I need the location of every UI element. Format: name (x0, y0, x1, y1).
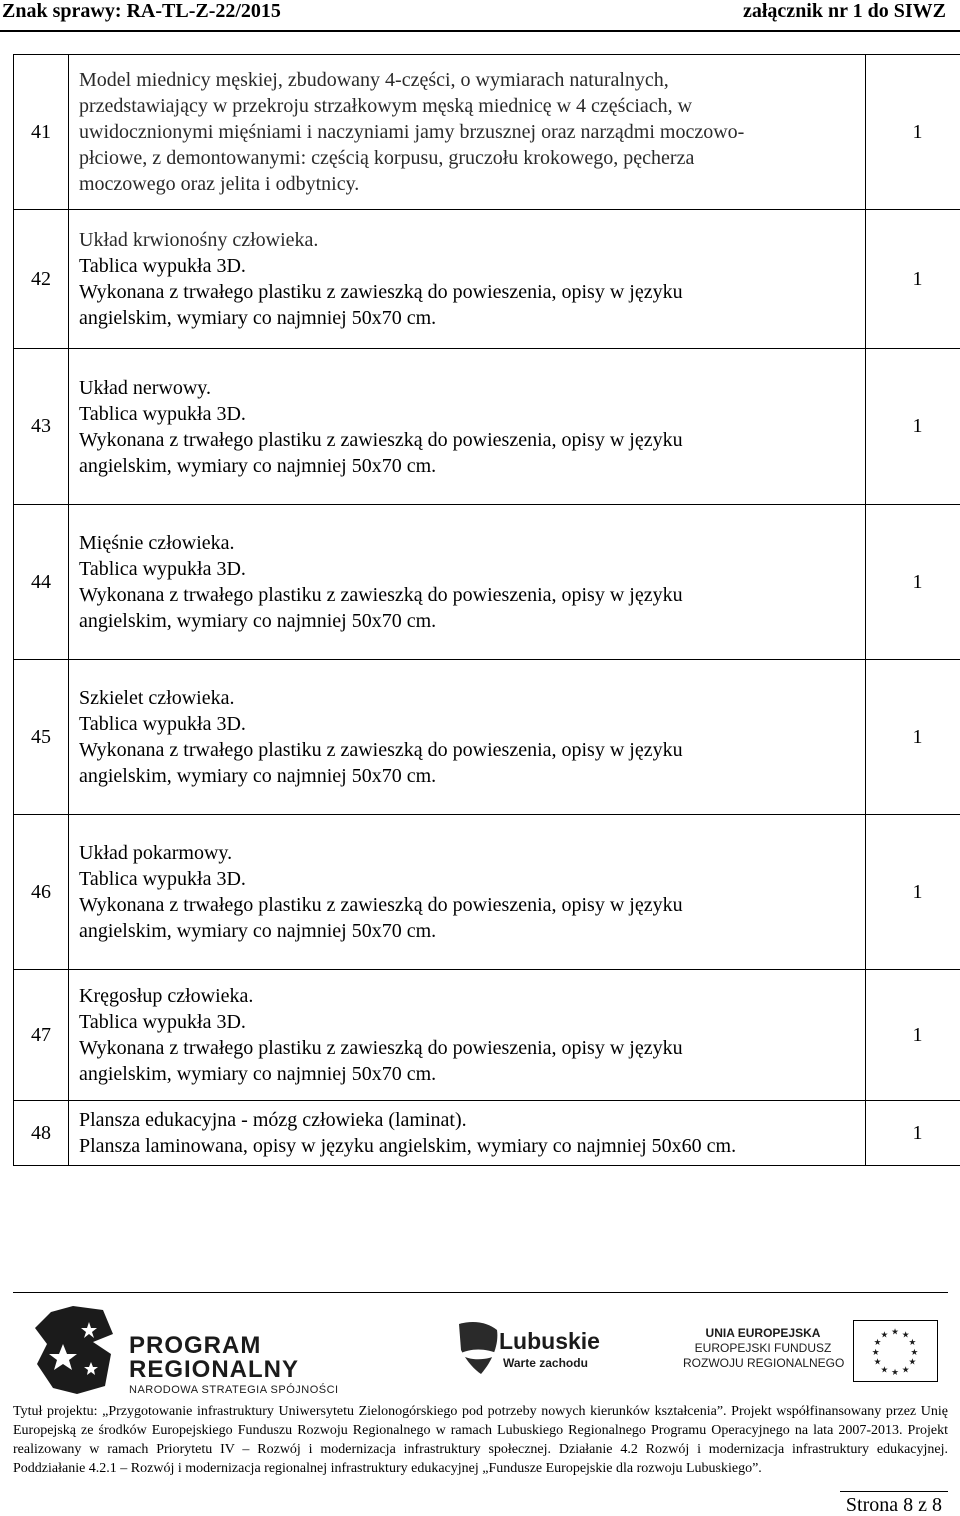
item-description (69, 210, 866, 349)
svg-text:★: ★ (902, 1330, 910, 1340)
description-line: Kręgosłup człowieka. (79, 983, 865, 1009)
eu-line1: UNIA EUROPEJSKA (683, 1326, 843, 1341)
item-description (69, 55, 866, 210)
eu-line2: EUROPEJSKI FUNDUSZ (683, 1341, 843, 1356)
table-row (14, 505, 960, 660)
item-number: 42 (14, 210, 69, 349)
svg-text:★: ★ (910, 1348, 918, 1358)
description-line: Wykonana z trwałego plastiku z zawieszką do powieszenia, opisy w języku (79, 737, 865, 763)
description-line: Wykonana z trwałego plastiku z zawieszką do powieszenia, opisy w języku (79, 1035, 865, 1061)
item-description (69, 815, 866, 970)
description-line: Tablica wypukła 3D. (79, 711, 865, 737)
program-line3: NARODOWA STRATEGIA SPÓJNOŚCI (129, 1384, 339, 1396)
description-line: Szkielet człowieka. (79, 685, 865, 711)
lubuskie-emblem-icon (453, 1320, 503, 1380)
description-line: Układ pokarmowy. (79, 840, 865, 866)
item-number: 41 (14, 55, 69, 210)
table-row (14, 970, 960, 1101)
item-quantity: 1 (866, 349, 960, 505)
program-regionalny-logo (33, 1304, 333, 1396)
svg-text:★: ★ (909, 1338, 917, 1348)
description-line: uwidocznionymi mięśniami i naczyniami jamy brzusznej oraz narządmi moczowo- (79, 119, 865, 145)
item-number: 47 (14, 970, 69, 1101)
description-line: przedstawiający w przekroju strzałkowym męską miednicę w 4 częściach, w (79, 93, 865, 119)
item-quantity: 1 (866, 505, 960, 660)
logo-bar (13, 1300, 948, 1400)
page-number: Strona 8 z 8 (846, 1494, 942, 1516)
description-line: angielskim, wymiary co najmniej 50x70 cm. (79, 453, 865, 479)
eu-line3: ROZWOJU REGIONALNEGO (683, 1356, 843, 1371)
item-description (69, 505, 866, 660)
item-description (69, 1101, 866, 1166)
description-line: angielskim, wymiary co najmniej 50x70 cm. (79, 1061, 865, 1087)
program-line2: REGIONALNY (129, 1358, 299, 1382)
description-line: Tablica wypukła 3D. (79, 401, 865, 427)
description-line: moczowego oraz jelita i odbytnicy. (79, 171, 865, 197)
eu-flag-icon (853, 1320, 938, 1382)
item-description (69, 970, 866, 1101)
description-line: angielskim, wymiary co najmniej 50x70 cm. (79, 763, 865, 789)
description-line: Układ krwionośny człowieka. (79, 227, 865, 253)
description-line: Model miednicy męskiej, zbudowany 4-części, o wymiarach naturalnych, (79, 67, 865, 93)
page-number-divider (840, 1491, 948, 1492)
description-line: Tablica wypukła 3D. (79, 556, 865, 582)
description-line: Plansza edukacyjna - mózg człowieka (laminat). (79, 1107, 865, 1133)
item-quantity: 1 (866, 815, 960, 970)
table-row (14, 349, 960, 505)
item-quantity: 1 (866, 660, 960, 815)
svg-text:★: ★ (891, 1368, 899, 1378)
table-row (14, 815, 960, 970)
program-line1: PROGRAM (129, 1334, 261, 1358)
description-line: angielskim, wymiary co najmniej 50x70 cm. (79, 918, 865, 944)
description-line: Mięśnie człowieka. (79, 530, 865, 556)
table-row (14, 210, 960, 349)
item-quantity: 1 (866, 1101, 960, 1166)
item-number: 45 (14, 660, 69, 815)
lubuskie-logo (453, 1320, 633, 1390)
item-quantity: 1 (866, 55, 960, 210)
description-line: Tablica wypukła 3D. (79, 253, 865, 279)
item-number: 46 (14, 815, 69, 970)
footer-divider (13, 1292, 948, 1293)
item-number: 43 (14, 349, 69, 505)
item-quantity: 1 (866, 970, 960, 1101)
description-line: Tablica wypukła 3D. (79, 866, 865, 892)
svg-text:★: ★ (891, 1328, 899, 1338)
svg-text:★: ★ (874, 1358, 882, 1368)
item-number: 44 (14, 505, 69, 660)
lubuskie-slogan: Warte zachodu (503, 1356, 588, 1370)
item-quantity: 1 (866, 210, 960, 349)
case-number: Znak sprawy: RA-TL-Z-22/2015 (2, 0, 281, 22)
description-line: Wykonana z trwałego plastiku z zawieszką do powieszenia, opisy w języku (79, 427, 865, 453)
description-line: Tablica wypukła 3D. (79, 1009, 865, 1035)
description-line: płciowe, z demontowanymi: częścią korpusu, gruczołu krokowego, pęcherza (79, 145, 865, 171)
description-line: Wykonana z trwałego plastiku z zawieszką do powieszenia, opisy w języku (79, 892, 865, 918)
items-table (13, 54, 960, 1166)
svg-text:★: ★ (880, 1330, 888, 1340)
svg-text:★: ★ (874, 1338, 882, 1348)
description-line: Wykonana z trwałego plastiku z zawieszką do powieszenia, opisy w języku (79, 582, 865, 608)
page-header (0, 0, 960, 32)
program-emblem-icon (33, 1304, 121, 1396)
svg-text:★: ★ (872, 1348, 880, 1358)
table-row (14, 660, 960, 815)
svg-text:★: ★ (880, 1365, 888, 1375)
description-line: Układ nerwowy. (79, 375, 865, 401)
lubuskie-name: Lubuskie (499, 1328, 600, 1355)
project-description: Tytuł projektu: „Przygotowanie infrastruktury Uniwersytetu Zielonogórskiego pod potrzeby nowych kierunków kształcenia”. Projekt współfinansowany przez Unię Europejską ze środków Europejskiego Funduszu Rozwoju Regionalnego w ramach Lubuskiego Regionalnego Programu Operacyjnego na lata 2007-2013. Projekt realizowany w ramach Priorytetu IV – Rozwój i modernizacja infrastruktury społecznej. Działanie 4.2 Rozwój i modernizacja infrastruktury edukacyjnej. Poddziałanie 4.2.1 – Rozwój i modernizacja regionalnej infrastruktury edukacyjnej „Fundusze Europejskie dla rozwoju Lubuskiego”. (13, 1402, 948, 1478)
eu-text (683, 1326, 843, 1371)
description-line: Plansza laminowana, opisy w języku angielskim, wymiary co najmniej 50x60 cm. (79, 1133, 865, 1159)
item-number: 48 (14, 1101, 69, 1166)
attachment-label: załącznik nr 1 do SIWZ (743, 0, 946, 22)
table-row (14, 55, 960, 210)
svg-text:★: ★ (909, 1358, 917, 1368)
description-line: angielskim, wymiary co najmniej 50x70 cm. (79, 608, 865, 634)
svg-text:★: ★ (902, 1365, 910, 1375)
item-description (69, 349, 866, 505)
description-line: angielskim, wymiary co najmniej 50x70 cm. (79, 305, 865, 331)
item-description (69, 660, 866, 815)
description-line: Wykonana z trwałego plastiku z zawieszką do powieszenia, opisy w języku (79, 279, 865, 305)
eu-logo (663, 1320, 948, 1400)
table-row (14, 1101, 960, 1166)
